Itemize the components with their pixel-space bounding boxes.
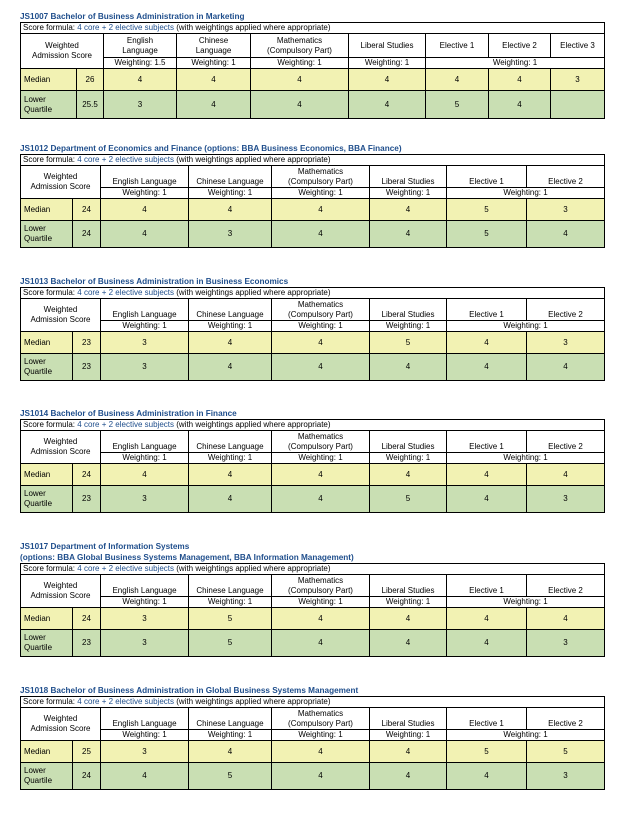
cell-maths: 4 — [272, 354, 370, 381]
header-liberal: Liberal Studies — [370, 431, 447, 453]
cell-elective2: 3 — [527, 763, 605, 790]
cell-elective1: 4 — [426, 69, 489, 91]
median-score: 24 — [73, 464, 101, 486]
cell-elective2: 4 — [527, 464, 605, 486]
cell-elective1: 4 — [447, 630, 527, 657]
header-admission-score — [21, 708, 101, 741]
lower-score: 23 — [73, 630, 101, 657]
cell-chinese: 3 — [189, 221, 272, 248]
formula-subjects: 4 core + 2 elective subjects — [77, 155, 174, 164]
header-liberal: Liberal Studies — [349, 34, 426, 58]
cell-elective1: 5 — [447, 741, 527, 763]
programme-js1014 — [20, 408, 604, 513]
cell-elective3: 3 — [551, 69, 605, 91]
cell-elective2: 4 — [527, 221, 605, 248]
score-formula — [21, 697, 605, 708]
score-table — [20, 563, 605, 657]
header-elective1: Elective 1 — [447, 575, 527, 597]
median-label: Median — [21, 69, 77, 91]
header-elective2: Elective 2 — [527, 166, 605, 188]
median-label: Median — [21, 199, 73, 221]
programme-js1017 — [20, 541, 604, 657]
weight-english: Weighting: 1 — [101, 321, 189, 332]
median-row — [21, 69, 605, 91]
weight-liberal: Weighting: 1 — [370, 321, 447, 332]
maths-l1: Mathematics — [297, 166, 344, 176]
score-formula — [21, 155, 605, 166]
lower-score: 23 — [73, 486, 101, 513]
header-maths — [272, 166, 370, 188]
cell-english: 3 — [101, 332, 189, 354]
formula-prefix: Score formula: — [23, 564, 76, 573]
weight-maths: Weighting: 1 — [272, 730, 370, 741]
cell-english: 3 — [101, 486, 189, 513]
cell-chinese: 4 — [189, 486, 272, 513]
header-maths — [272, 299, 370, 321]
median-score: 25 — [73, 741, 101, 763]
lower-quartile-row — [21, 486, 605, 513]
lower-score: 24 — [73, 221, 101, 248]
english-l2: Language — [122, 45, 158, 55]
maths-l2: (Compulsory Part) — [288, 585, 353, 595]
header-english: English Language — [101, 575, 189, 597]
cell-liberal: 4 — [370, 354, 447, 381]
cell-liberal: 4 — [370, 221, 447, 248]
cell-elective2: 4 — [489, 91, 551, 119]
formula-suffix: (with weightings applied where appropriate) — [176, 288, 331, 297]
lower-label — [21, 91, 77, 119]
cell-elective2: 4 — [527, 354, 605, 381]
weight-maths: Weighting: 1 — [272, 321, 370, 332]
median-label: Median — [21, 741, 73, 763]
lower-score: 23 — [73, 354, 101, 381]
weight-maths: Weighting: 1 — [272, 188, 370, 199]
cell-elective2: 3 — [527, 332, 605, 354]
header-elective2: Elective 2 — [489, 34, 551, 58]
formula-suffix: (with weightings applied where appropriate) — [176, 155, 331, 164]
median-label: Median — [21, 608, 73, 630]
formula-subjects: 4 core + 2 elective subjects — [77, 288, 174, 297]
weight-liberal: Weighting: 1 — [370, 597, 447, 608]
weight-liberal: Weighting: 1 — [370, 453, 447, 464]
programme-title: JS1014 Bachelor of Business Administration in Finance — [20, 409, 237, 418]
programme-title: JS1017 Department of Information Systems — [20, 542, 190, 551]
cell-liberal: 4 — [370, 763, 447, 790]
header-maths — [272, 575, 370, 597]
maths-l2: (Compulsory Part) — [288, 176, 353, 186]
formula-prefix: Score formula: — [23, 23, 76, 32]
cell-elective1: 4 — [447, 763, 527, 790]
admission-line1: Weighted — [43, 714, 78, 723]
cell-english: 4 — [101, 199, 189, 221]
formula-subjects: 4 core + 2 elective subjects — [77, 420, 174, 429]
admission-line1: Weighted — [43, 172, 78, 181]
lower-label — [21, 763, 73, 790]
programme-subtitle: (options: BBA Global Business Systems Management, BBA Information Management) — [20, 553, 354, 562]
programme-title: JS1007 Bachelor of Business Administration in Marketing — [20, 12, 245, 21]
cell-liberal: 4 — [370, 199, 447, 221]
score-formula — [21, 420, 605, 431]
cell-english: 4 — [104, 69, 177, 91]
weight-english: Weighting: 1 — [101, 188, 189, 199]
cell-chinese: 4 — [189, 332, 272, 354]
header-liberal: Liberal Studies — [370, 166, 447, 188]
header-elective2: Elective 2 — [527, 299, 605, 321]
header-elective1: Elective 1 — [447, 431, 527, 453]
lower-l1: Lower — [24, 94, 46, 104]
cell-liberal: 5 — [370, 486, 447, 513]
cell-english: 3 — [101, 354, 189, 381]
header-elective2: Elective 2 — [527, 431, 605, 453]
formula-suffix: (with weightings applied where appropriate) — [176, 697, 331, 706]
header-maths — [251, 34, 349, 58]
formula-suffix: (with weightings applied where appropriate) — [176, 420, 331, 429]
header-english — [104, 34, 177, 58]
score-table — [20, 287, 605, 381]
weight-maths: Weighting: 1 — [272, 597, 370, 608]
formula-suffix: (with weightings applied where appropriate) — [176, 23, 331, 32]
maths-l1: Mathematics — [297, 575, 344, 585]
admission-line2: Admission Score — [30, 182, 91, 191]
cell-english: 3 — [101, 608, 189, 630]
maths-l1: Mathematics — [276, 35, 323, 45]
median-row — [21, 464, 605, 486]
lower-quartile-row — [21, 91, 605, 119]
lower-quartile-row — [21, 354, 605, 381]
cell-chinese: 4 — [189, 741, 272, 763]
lower-l2: Quartile — [24, 643, 53, 652]
header-admission-score — [21, 299, 101, 332]
weight-english: Weighting: 1.5 — [104, 58, 177, 69]
weight-electives: Weighting: 1 — [447, 730, 605, 741]
cell-maths: 4 — [272, 608, 370, 630]
cell-liberal: 4 — [370, 630, 447, 657]
header-chinese: Chinese Language — [189, 166, 272, 188]
maths-l2: (Compulsory Part) — [288, 309, 353, 319]
programme-js1013 — [20, 276, 604, 381]
formula-subjects: 4 core + 2 elective subjects — [77, 564, 174, 573]
weight-chinese: Weighting: 1 — [177, 58, 251, 69]
programme-title: JS1013 Bachelor of Business Administration in Business Economics — [20, 277, 289, 286]
cell-maths: 4 — [272, 763, 370, 790]
score-formula — [21, 564, 605, 575]
programme-title: JS1012 Department of Economics and Finance (options: BBA Business Economics, BBA Finance) — [20, 144, 402, 153]
cell-chinese: 5 — [189, 608, 272, 630]
score-formula — [21, 23, 605, 34]
cell-liberal: 4 — [349, 91, 426, 119]
cell-maths: 4 — [272, 741, 370, 763]
maths-l2: (Compulsory Part) — [267, 45, 332, 55]
header-elective1: Elective 1 — [447, 299, 527, 321]
weight-electives: Weighting: 1 — [447, 597, 605, 608]
header-admission-score — [21, 575, 101, 608]
cell-liberal: 4 — [370, 741, 447, 763]
lower-l1: Lower — [24, 633, 46, 642]
cell-elective1: 4 — [447, 486, 527, 513]
header-elective1: Elective 1 — [447, 166, 527, 188]
weight-liberal: Weighting: 1 — [370, 730, 447, 741]
cell-chinese: 4 — [177, 91, 251, 119]
cell-liberal: 4 — [349, 69, 426, 91]
lower-l2: Quartile — [24, 776, 53, 785]
cell-maths: 4 — [251, 69, 349, 91]
lower-quartile-row — [21, 221, 605, 248]
weight-english: Weighting: 1 — [101, 730, 189, 741]
formula-suffix: (with weightings applied where appropriate) — [176, 564, 331, 573]
header-chinese — [177, 34, 251, 58]
header-maths — [272, 708, 370, 730]
formula-prefix: Score formula: — [23, 697, 76, 706]
cell-elective1: 5 — [426, 91, 489, 119]
header-english: English Language — [101, 431, 189, 453]
lower-l1: Lower — [24, 357, 46, 366]
median-score: 24 — [73, 199, 101, 221]
header-english: English Language — [101, 166, 189, 188]
cell-liberal: 4 — [370, 608, 447, 630]
programme-js1018 — [20, 685, 604, 790]
score-table — [20, 22, 605, 119]
cell-elective1: 4 — [447, 464, 527, 486]
cell-maths: 4 — [272, 630, 370, 657]
header-elective2: Elective 2 — [527, 575, 605, 597]
lower-label — [21, 630, 73, 657]
weight-maths: Weighting: 1 — [251, 58, 349, 69]
cell-elective1: 4 — [447, 332, 527, 354]
header-chinese: Chinese Language — [189, 708, 272, 730]
admission-line2: Admission Score — [30, 724, 91, 733]
programme-js1012 — [20, 143, 604, 248]
cell-chinese: 4 — [189, 464, 272, 486]
cell-elective2: 5 — [527, 741, 605, 763]
cell-chinese: 5 — [189, 763, 272, 790]
header-chinese: Chinese Language — [189, 431, 272, 453]
score-table — [20, 696, 605, 790]
weight-chinese: Weighting: 1 — [189, 597, 272, 608]
cell-chinese: 5 — [189, 630, 272, 657]
cell-elective1: 4 — [447, 608, 527, 630]
lower-l1: Lower — [24, 489, 46, 498]
cell-elective2: 4 — [527, 608, 605, 630]
header-elective3: Elective 3 — [551, 34, 605, 58]
lower-score: 24 — [73, 763, 101, 790]
lower-l1: Lower — [24, 766, 46, 775]
admission-line2: Admission Score — [30, 447, 91, 456]
cell-elective2: 4 — [489, 69, 551, 91]
cell-liberal: 5 — [370, 332, 447, 354]
admission-line1: Weighted — [45, 41, 79, 50]
median-row — [21, 332, 605, 354]
header-maths — [272, 431, 370, 453]
score-table — [20, 419, 605, 513]
weight-chinese: Weighting: 1 — [189, 730, 272, 741]
median-label: Median — [21, 332, 73, 354]
median-label: Median — [21, 464, 73, 486]
header-elective1: Elective 1 — [426, 34, 489, 58]
cell-elective2: 3 — [527, 630, 605, 657]
cell-english: 3 — [101, 741, 189, 763]
median-score: 23 — [73, 332, 101, 354]
admission-line2: Admission Score — [31, 51, 93, 60]
header-elective1: Elective 1 — [447, 708, 527, 730]
weight-liberal: Weighting: 1 — [370, 188, 447, 199]
header-chinese: Chinese Language — [189, 575, 272, 597]
cell-chinese: 4 — [177, 69, 251, 91]
admission-line1: Weighted — [43, 581, 78, 590]
weight-chinese: Weighting: 1 — [189, 321, 272, 332]
weight-english: Weighting: 1 — [101, 597, 189, 608]
cell-liberal: 4 — [370, 464, 447, 486]
cell-maths: 4 — [272, 221, 370, 248]
weight-electives: Weighting: 1 — [447, 453, 605, 464]
weight-electives: Weighting: 1 — [447, 321, 605, 332]
header-admission-score — [21, 431, 101, 464]
header-liberal: Liberal Studies — [370, 299, 447, 321]
cell-maths: 4 — [272, 332, 370, 354]
cell-elective3 — [551, 91, 605, 119]
lower-l2: Quartile — [24, 499, 53, 508]
lower-quartile-row — [21, 763, 605, 790]
maths-l1: Mathematics — [297, 299, 344, 309]
formula-prefix: Score formula: — [23, 288, 76, 297]
weight-electives: Weighting: 1 — [447, 188, 605, 199]
cell-maths: 4 — [272, 486, 370, 513]
cell-english: 4 — [101, 464, 189, 486]
median-score: 24 — [73, 608, 101, 630]
lower-l2: Quartile — [24, 234, 53, 243]
maths-l2: (Compulsory Part) — [288, 718, 353, 728]
weight-english: Weighting: 1 — [101, 453, 189, 464]
weight-chinese: Weighting: 1 — [189, 453, 272, 464]
header-liberal: Liberal Studies — [370, 708, 447, 730]
admission-line2: Admission Score — [30, 315, 91, 324]
programme-js1007 — [20, 11, 604, 119]
weight-electives: Weighting: 1 — [426, 58, 605, 69]
formula-prefix: Score formula: — [23, 155, 76, 164]
header-chinese: Chinese Language — [189, 299, 272, 321]
cell-english: 3 — [104, 91, 177, 119]
lower-l2: Quartile — [24, 367, 53, 376]
admission-line1: Weighted — [43, 437, 78, 446]
header-elective2: Elective 2 — [527, 708, 605, 730]
median-row — [21, 608, 605, 630]
lower-l2: Quartile — [24, 104, 53, 114]
score-table — [20, 154, 605, 248]
cell-maths: 4 — [272, 199, 370, 221]
admission-line2: Admission Score — [30, 591, 91, 600]
lower-label — [21, 354, 73, 381]
weight-maths: Weighting: 1 — [272, 453, 370, 464]
lower-label — [21, 221, 73, 248]
maths-l1: Mathematics — [297, 431, 344, 441]
maths-l2: (Compulsory Part) — [288, 441, 353, 451]
median-score: 26 — [77, 69, 104, 91]
cell-english: 4 — [101, 221, 189, 248]
cell-elective1: 5 — [447, 199, 527, 221]
cell-elective2: 3 — [527, 486, 605, 513]
cell-chinese: 4 — [189, 199, 272, 221]
weight-chinese: Weighting: 1 — [189, 188, 272, 199]
cell-elective1: 5 — [447, 221, 527, 248]
cell-maths: 4 — [251, 91, 349, 119]
header-admission-score — [21, 34, 104, 69]
median-row — [21, 199, 605, 221]
cell-chinese: 4 — [189, 354, 272, 381]
median-row — [21, 741, 605, 763]
header-english: English Language — [101, 708, 189, 730]
chinese-l1: Chinese — [198, 35, 229, 45]
formula-prefix: Score formula: — [23, 420, 76, 429]
formula-subjects: 4 core + 2 elective subjects — [77, 697, 174, 706]
header-admission-score — [21, 166, 101, 199]
lower-label — [21, 486, 73, 513]
score-formula — [21, 288, 605, 299]
admission-line1: Weighted — [43, 305, 78, 314]
cell-elective2: 3 — [527, 199, 605, 221]
maths-l1: Mathematics — [297, 708, 344, 718]
formula-subjects: 4 core + 2 elective subjects — [77, 23, 174, 32]
lower-quartile-row — [21, 630, 605, 657]
cell-elective1: 4 — [447, 354, 527, 381]
cell-maths: 4 — [272, 464, 370, 486]
cell-english: 3 — [101, 630, 189, 657]
english-l1: English — [126, 35, 154, 45]
weight-liberal: Weighting: 1 — [349, 58, 426, 69]
programme-title: JS1018 Bachelor of Business Administration in Global Business Systems Management — [20, 686, 359, 695]
cell-english: 4 — [101, 763, 189, 790]
header-liberal: Liberal Studies — [370, 575, 447, 597]
chinese-l2: Language — [195, 45, 232, 55]
header-english: English Language — [101, 299, 189, 321]
lower-score: 25.5 — [77, 91, 104, 119]
lower-l1: Lower — [24, 224, 46, 233]
